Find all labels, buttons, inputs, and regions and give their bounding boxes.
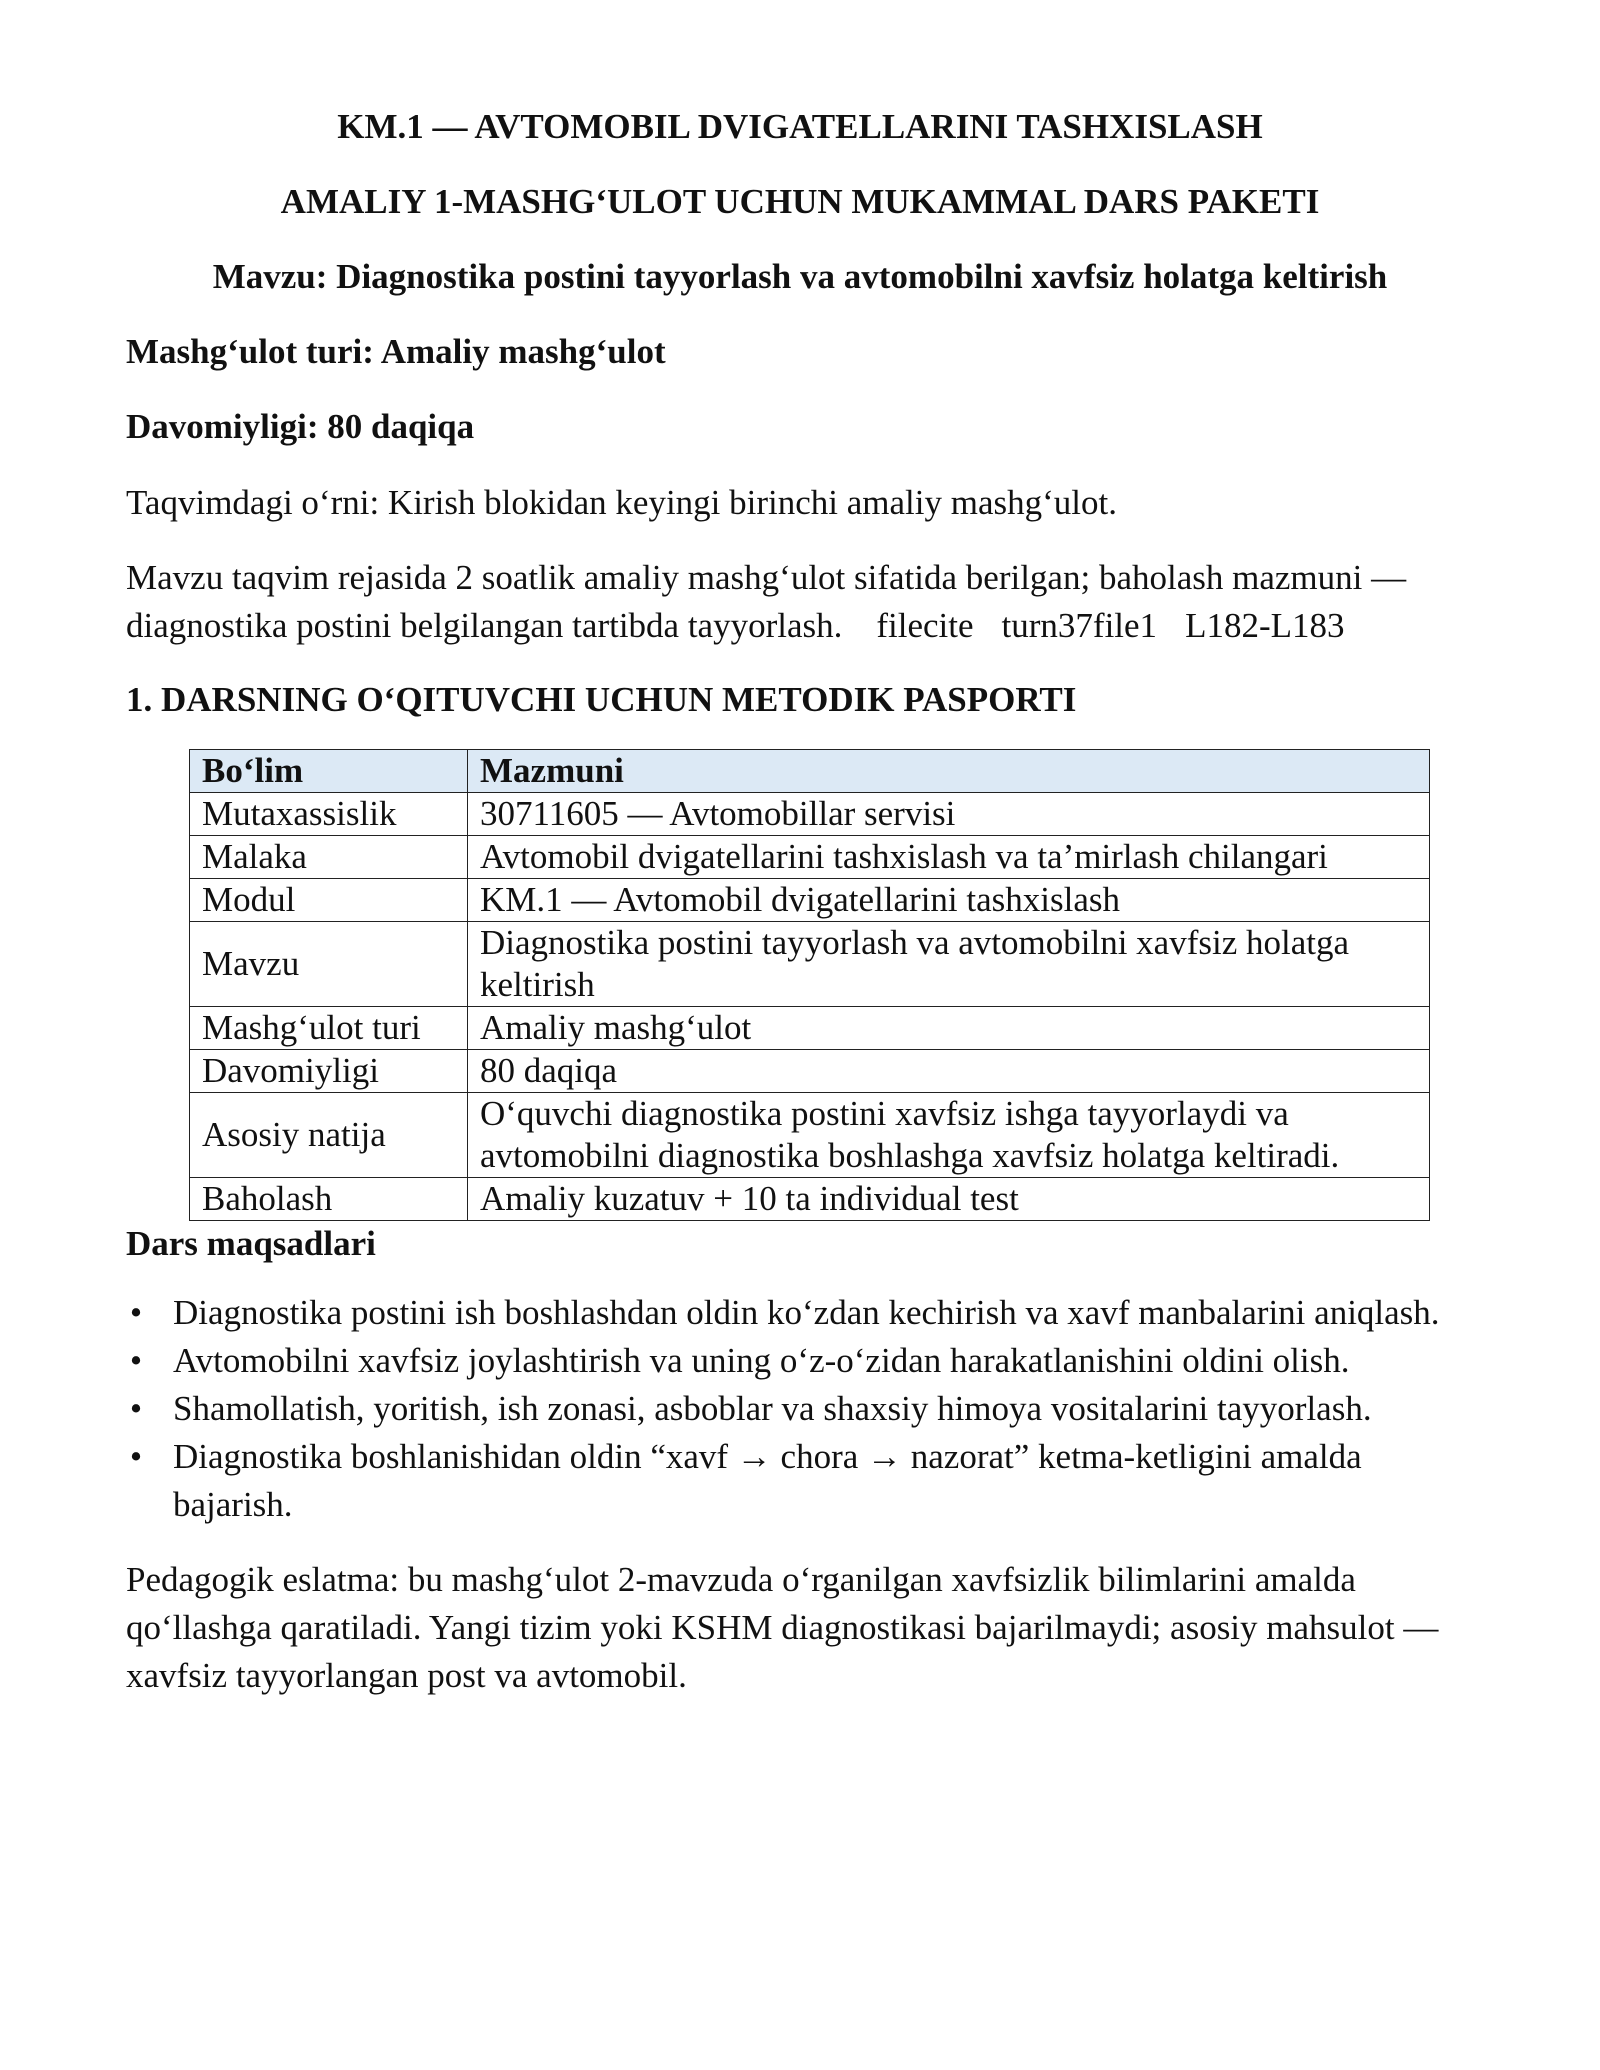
passport-table [189, 749, 1430, 1221]
header-cell-section: Bo‘lim [190, 750, 468, 793]
plan-note-paragraph [126, 554, 1474, 650]
goal-text: Avtomobilni xavfsiz joylashtirish va uning o‘z-o‘zidan harakatlanishini oldini olish. [173, 1341, 1350, 1380]
duration: Davomiyligi: 80 daqiqa [126, 407, 475, 446]
citation [876, 606, 1372, 645]
row-label: Mashg‘ulot turi [190, 1007, 468, 1050]
list-item [126, 1289, 1474, 1337]
document-title-line1: KM.1 — AVTOMOBIL DVIGATELLARINI TASHXISLASH [337, 107, 1263, 146]
row-value: Amaliy mashg‘ulot [468, 1007, 1430, 1050]
list-item [126, 1385, 1474, 1433]
goals-title: Dars maqsadlari [126, 1224, 376, 1263]
bullet-icon: • [129, 1293, 143, 1332]
session-type: Mashg‘ulot turi: Amaliy mashg‘ulot [126, 332, 666, 371]
citation-ref: turn37file1 [1001, 606, 1158, 645]
list-item [126, 1337, 1474, 1385]
row-label: Mavzu [190, 922, 468, 1007]
table-row [190, 1007, 1430, 1050]
row-value: Diagnostika postini tayyorlash va avtomobilni xavfsiz holatga keltirish [468, 922, 1430, 1007]
table-row [190, 922, 1430, 1007]
section1-title: 1. DARSNING O‘QITUVCHI UCHUN METODIK PASPORTI [126, 680, 1077, 719]
row-label: Asosiy natija [190, 1093, 468, 1178]
row-label: Malaka [190, 836, 468, 879]
document-title-line2: AMALIY 1-MASHG‘ULOT UCHUN MUKAMMAL DARS PAKETI [280, 182, 1320, 221]
bullet-icon: • [129, 1437, 143, 1476]
row-value: 80 daqiqa [468, 1050, 1430, 1093]
row-value: Amaliy kuzatuv + 10 ta individual test [468, 1178, 1430, 1221]
citation-lines: L182-L183 [1185, 606, 1345, 645]
citation-word: filecite [876, 606, 974, 645]
table-row [190, 1093, 1430, 1178]
header-cell-content: Mazmuni [468, 750, 1430, 793]
calendar-place: Taqvimdagi o‘rni: Kirish blokidan keyingi birinchi amaliy mashg‘ulot. [126, 483, 1117, 522]
row-value: Avtomobil dvigatellarini tashxislash va ta’mirlash chilangari [468, 836, 1430, 879]
table-row [190, 793, 1430, 836]
list-item [126, 1433, 1474, 1529]
row-label: Modul [190, 879, 468, 922]
row-value: O‘quvchi diagnostika postini xavfsiz ishga tayyorlaydi va avtomobilni diagnostika boshlashga xavfsiz holatga keltiradi. [468, 1093, 1430, 1178]
goals-list [126, 1289, 1474, 1529]
table-row [190, 1178, 1430, 1221]
bullet-icon: • [129, 1389, 143, 1428]
bullet-icon: • [129, 1341, 143, 1380]
table-row [190, 1050, 1430, 1093]
row-label: Baholash [190, 1178, 468, 1221]
goal-text: Diagnostika boshlanishidan oldin “xavf → chora → nazorat” ketma-ketligini amalda bajarish. [173, 1437, 1362, 1524]
row-value: KM.1 — Avtomobil dvigatellarini tashxislash [468, 879, 1430, 922]
table-row [190, 879, 1430, 922]
goal-text: Shamollatish, yoritish, ish zonasi, asboblar va shaxsiy himoya vositalarini tayyorlash. [173, 1389, 1372, 1428]
pedagogical-note: Pedagogik eslatma: bu mashg‘ulot 2-mavzuda o‘rganilgan xavfsizlik bilimlarini amalda qo‘llashga qaratiladi. Yangi tizim yoki KSHM diagnostikasi bajarilmaydi; asosiy mahsulot — xavfsiz tayyorlangan post va avtomobil. [126, 1560, 1439, 1695]
goal-text: Diagnostika postini ish boshlashdan oldin ko‘zdan kechirish va xavf manbalarini aniqlash. [173, 1293, 1440, 1332]
plan-note-text: Mavzu taqvim rejasida 2 soatlik amaliy mashg‘ulot sifatida berilgan; baholash mazmuni — diagnostika postini belgilangan tartibda tayyorlash. [126, 558, 1407, 645]
topic-heading: Mavzu: Diagnostika postini tayyorlash va avtomobilni xavfsiz holatga keltirish [212, 257, 1388, 296]
table-header-row [190, 750, 1430, 793]
row-label: Davomiyligi [190, 1050, 468, 1093]
row-label: Mutaxassislik [190, 793, 468, 836]
row-value: 30711605 — Avtomobillar servisi [468, 793, 1430, 836]
table-row [190, 836, 1430, 879]
